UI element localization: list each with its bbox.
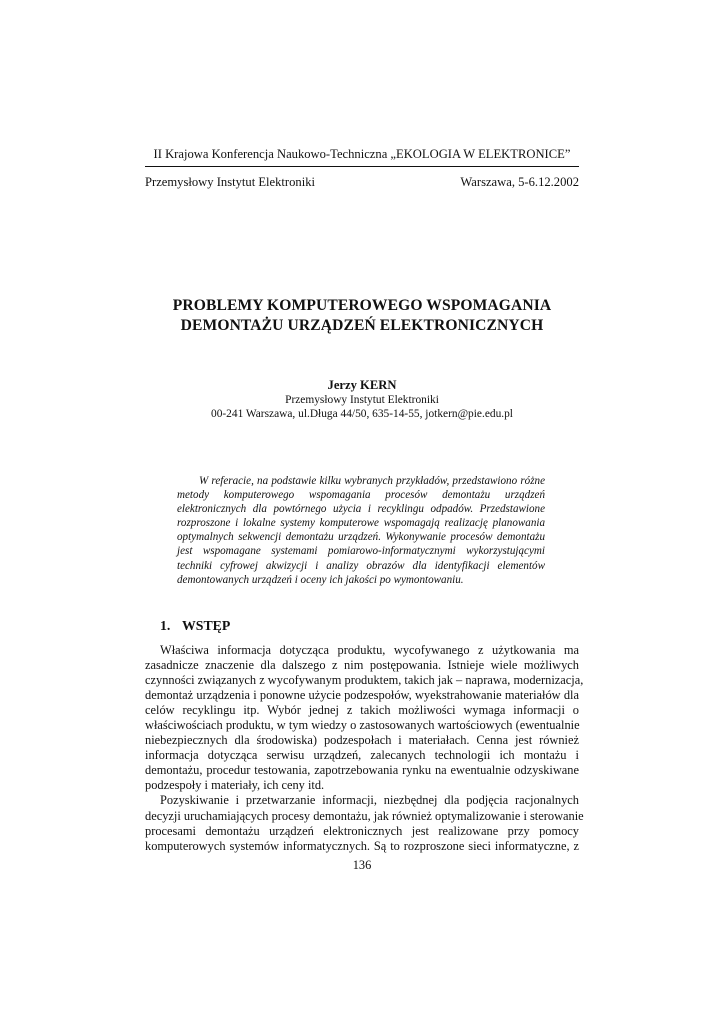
body-line: czynności związanych z wycofywanym produktem, takich jak – naprawa, modernizacja,	[145, 673, 584, 688]
page-number: 136	[352, 858, 372, 872]
abstract-line: demontowanych urządzeń i oceny ich jakości po wymontowaniu.	[177, 573, 464, 586]
section-number: 1.	[160, 618, 171, 633]
header-institute: Przemysłowy Instytut Elektroniki	[145, 175, 315, 189]
header-place-date: Warszawa, 5-6.12.2002	[460, 175, 579, 189]
body-line: celów recyklingu itp. Wybór jednej z takich możliwości wymaga informacji o	[145, 703, 579, 718]
abstract-line: W referacie, na podstawie kilku wybranych przykładów, przedstawiono różne	[199, 475, 545, 487]
abstract	[177, 474, 545, 587]
conference-header: II Krajowa Konferencja Naukowo-Techniczna „EKOLOGIA W ELEKTRONICE”	[153, 147, 571, 161]
body-line: informacja dotycząca serwisu urządzeń, zalecanych technologii ich montażu i	[145, 748, 579, 763]
body-line: Pozyskiwanie i przetwarzanie informacji, niezbędnej dla podjęcia racjonalnych	[160, 793, 579, 808]
author-name: Jerzy KERN	[327, 378, 397, 392]
abstract-line: rozproszone i lokalne systemy komputerowe wspomagają realizację planowania	[177, 517, 545, 530]
paper-title	[120, 296, 604, 336]
author-affiliation: Przemysłowy Instytut Elektroniki	[285, 394, 439, 406]
abstract-line: jest wspomagane systemami pomiarowo-informatycznymi wykorzystującymi	[177, 545, 545, 558]
body-line: Właściwa informacja dotycząca produktu, wycofywanego z użytkowania ma	[160, 643, 579, 657]
body-line: komputerowych systemów informatycznych. Są to rozproszone sieci informatyczne, z	[145, 838, 579, 853]
header-rule	[145, 166, 579, 167]
body-text	[145, 643, 584, 854]
author-address: 00-241 Warszawa, ul.Długa 44/50, 635-14-55, jotkern@pie.edu.pl	[211, 408, 513, 420]
abstract-line: metody komputerowego wspomagania procesów demontażu urządzeń	[177, 489, 545, 502]
abstract-line: optymalnych sekwencji demontażu urządzeń. Wykonywanie procesów demontażu	[177, 531, 545, 544]
body-line: procesami demontażu urządzeń elektronicznych jest realizowane przy pomocy	[145, 823, 579, 838]
section-heading	[160, 618, 230, 634]
abstract-line: elektronicznych dla powtórnego użycia i recyklingu odpadów. Przedstawione	[177, 503, 545, 516]
body-line: demontażu, procedur testowania, zapotrzebowania rynku na ewentualnie odzyskiwane	[145, 763, 579, 778]
title-line: DEMONTAŻU URZĄDZEŃ ELEKTRONICZNYCH	[180, 317, 544, 334]
body-line: niebezpiecznych dla środowiska) podzespołach i materiałach. Cenna jest również	[145, 733, 579, 748]
abstract-line: techniki cyfrowej akwizycji i analizy obrazów dla identyfikacji elementów	[177, 559, 545, 572]
author-block	[145, 378, 579, 421]
section-title: WSTĘP	[182, 618, 231, 633]
body-line: demontaż urządzenia i ponowne użycie podzespołów, wyekstrahowanie materiałów dla	[145, 688, 579, 703]
body-line: podzespoły i materiały, ich ceny itd.	[145, 778, 325, 793]
title-line: PROBLEMY KOMPUTEROWEGO WSPOMAGANIA	[172, 297, 552, 314]
body-line: decyzji uruchamiających procesy demontażu, jak również optymalizowanie i sterowanie	[145, 808, 584, 823]
body-line: zasadnicze znaczenie dla dalszego z nim postępowania. Istnieje wiele możliwych	[145, 658, 579, 673]
body-line: właściwościach produktu, w tym wiedzy o zastosowanych wartościowych (ewentualnie	[145, 718, 580, 733]
